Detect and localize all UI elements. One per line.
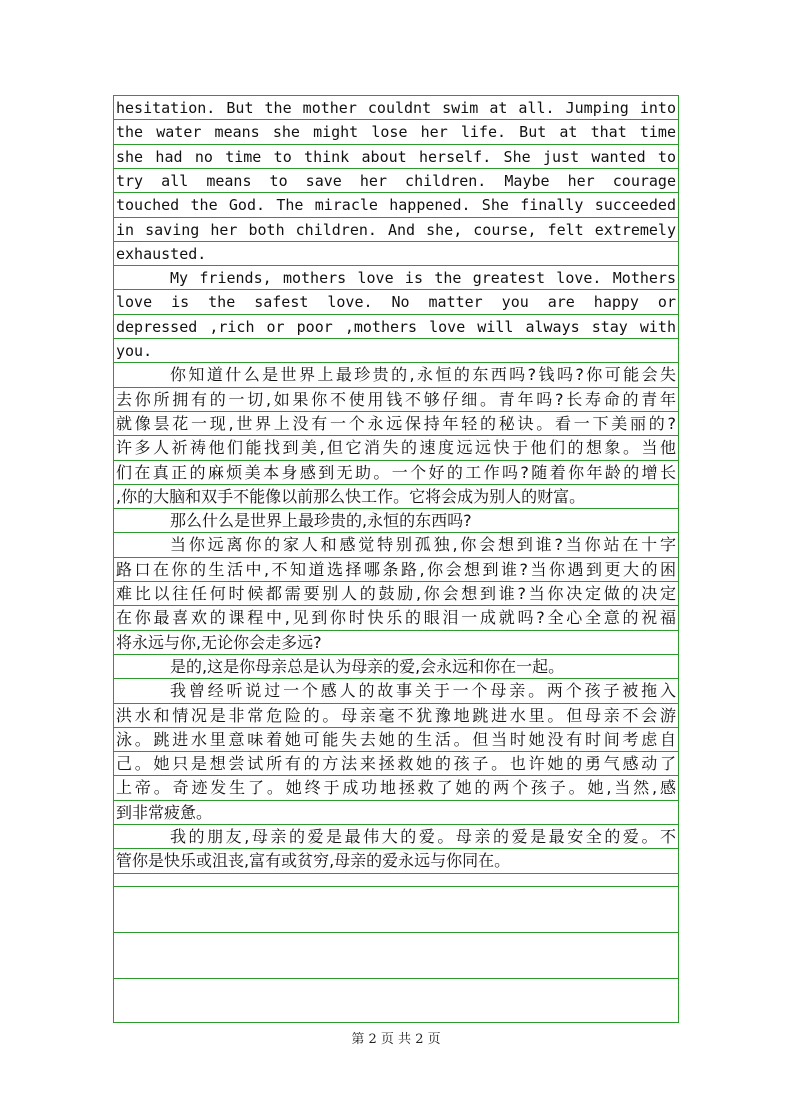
text-line: 难比以往任何时候都需要别人的鼓励,你会想到谁?当你决定做的决定 xyxy=(116,584,676,603)
text-line: 将永远与你,无论你会走多远? xyxy=(116,632,322,652)
text-line: 们在真正的麻烦美本身感到无助。一个好的工作吗?随着你年龄的增长 xyxy=(116,462,676,482)
text-line: 你知道什么是世界上最珍贵的,永恒的东西吗?钱吗?你可能会失 xyxy=(170,365,676,385)
text-line: 在你最喜欢的课程中,见到你时快乐的眼泪一成就吗?全心全意的祝福 xyxy=(116,608,676,628)
text-line: in saving her both children. And she, course, felt extremely xyxy=(116,220,676,239)
text-line: you. xyxy=(116,342,153,360)
text-line: 到非常疲惫。 xyxy=(116,802,213,822)
blank-rule-line xyxy=(113,978,679,979)
text-line: love is the safest love. No matter you are happy or xyxy=(116,293,676,312)
text-line: ,你的大脑和双手不能像以前那么快工作。它将会成为别人的财富。 xyxy=(116,486,586,506)
text-line: 泳。跳进水里意味着她可能失去她的生活。但当时她没有时间考虑自 xyxy=(116,729,676,749)
text-line: the water means she might lose her life. But at that time xyxy=(116,123,676,142)
text-line: 那么什么是世界上最珍贵的,永恒的东西吗? xyxy=(170,511,472,531)
text-line: 我的朋友,母亲的爱是最伟大的爱。母亲的爱是最安全的爱。不 xyxy=(170,827,676,846)
text-line: hesitation. But the mother couldnt swim at all. Jumping into xyxy=(116,99,676,117)
text-line: 许多人祈祷他们能找到美,但它消失的速度远远快于他们的想象。当他 xyxy=(116,438,676,458)
text-line: 路口在你的生活中,不知道选择哪条路,你会想到谁?当你遇到更大的困 xyxy=(116,559,676,579)
blank-rule-line xyxy=(113,886,679,887)
text-line: 当你远离你的家人和感觉特别孤独,你会想到谁?当你站在十字 xyxy=(170,535,676,555)
text-line: 管你是快乐或沮丧,富有或贫穷,母亲的爱永远与你同在。 xyxy=(116,851,511,871)
text-line: My friends, mothers love is the greatest love. Mothers xyxy=(170,269,676,288)
text-line: try all means to save her children. Maybe her courage xyxy=(116,171,676,190)
text-line: 就像昙花一现,世界上没有一个永远保持年轻的秘诀。看一下美丽的? xyxy=(116,413,676,433)
text-line: 去你所拥有的一切,如果你不使用钱不够仔细。青年吗?长寿命的青年 xyxy=(116,389,676,409)
text-line: touched the God. The miracle happened. She finally succeeded xyxy=(116,196,676,215)
blank-rule-line xyxy=(113,932,679,933)
text-line: 洪水和情况是非常危险的。母亲毫不犹豫地跳进水里。但母亲不会游 xyxy=(116,705,676,725)
text-line: depressed ,rich or poor ,mothers love will always stay with xyxy=(116,317,676,336)
text-line: exhausted. xyxy=(116,244,207,263)
text-line: she had no time to think about herself. She just wanted to xyxy=(116,147,676,166)
text-line: 是的,这是你母亲总是认为母亲的爱,会永远和你在一起。 xyxy=(170,656,565,676)
text-line: 己。她只是想尝试所有的方法来拯救她的孩子。也许她的勇气感动了 xyxy=(116,754,676,774)
page-footer: 第 2 页 共 2 页 xyxy=(351,1032,441,1047)
text-line: 我曾经听说过一个感人的故事关于一个母亲。两个孩子被拖入 xyxy=(170,681,676,701)
text-line: 上帝。奇迹发生了。她终于成功地拯救了她的两个孩子。她,当然,感 xyxy=(116,778,676,798)
